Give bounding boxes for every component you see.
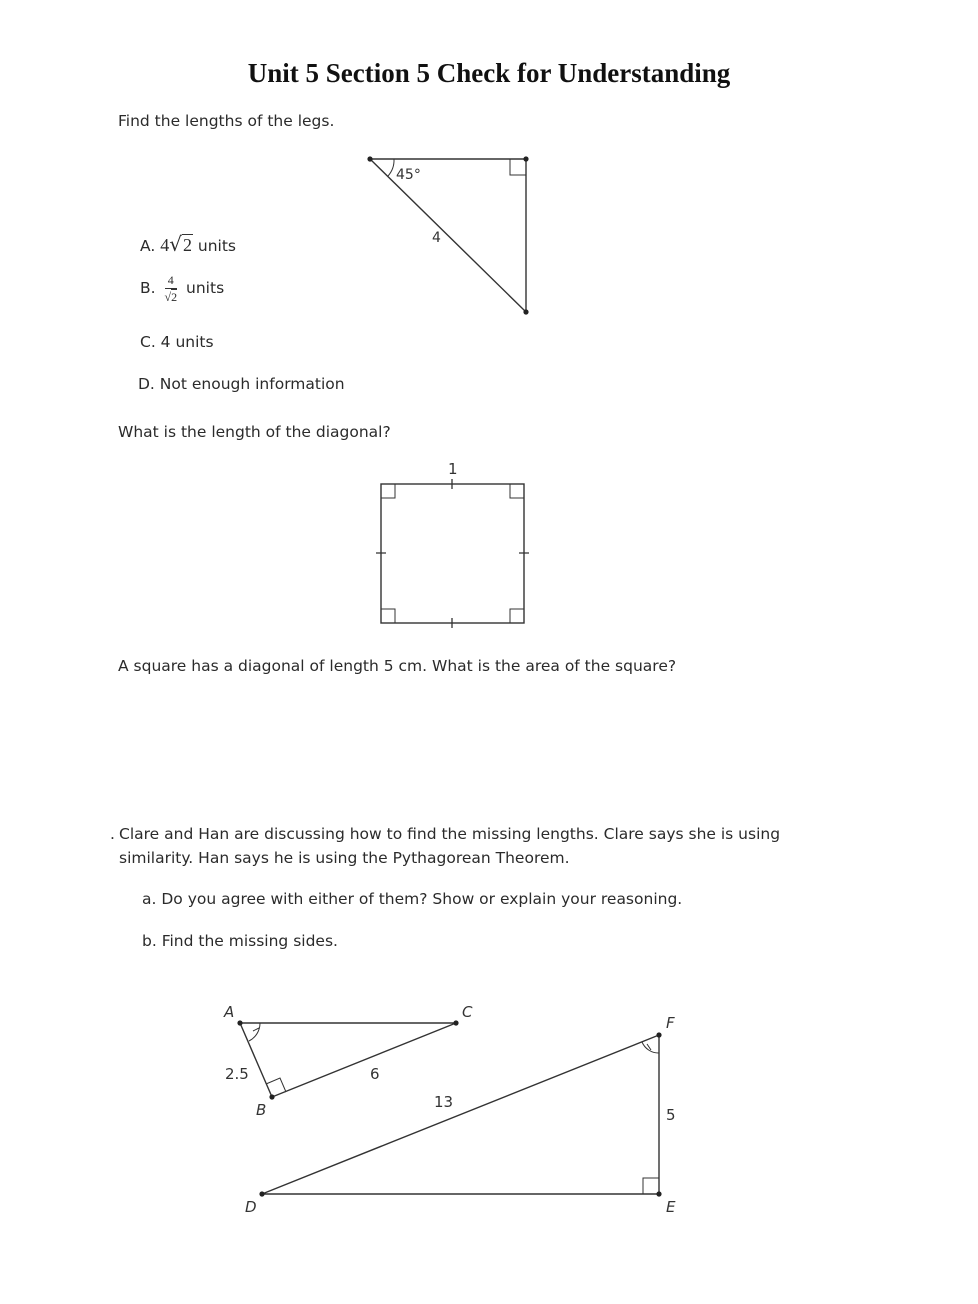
q1-option-b-fraction [165, 274, 178, 303]
q4-line-2: similarity. Han says he is using the Pythagorean Theorem. [119, 849, 570, 867]
q1-prompt: Find the lengths of the legs. [118, 112, 335, 130]
label-df: 13 [434, 1093, 454, 1111]
q4-marker: . [110, 825, 115, 843]
vertex-d [259, 1191, 264, 1196]
q1-option-b-denominator: √2 [164, 290, 178, 304]
q1-option-a-label: A. [140, 237, 156, 255]
q1-vertex-top-left [367, 156, 372, 161]
q1-option-b-unit: units [186, 279, 225, 297]
q1-option-b-label: B. [140, 279, 156, 297]
vertex-a [237, 1020, 242, 1025]
q4-part-a: a. Do you agree with either of them? Show or explain your reasoning. [142, 890, 683, 908]
q1-angle-arc [388, 159, 394, 176]
q2-right-angle-marks [381, 484, 524, 623]
q1-triangle [370, 159, 526, 312]
q4-triangles-figure [210, 995, 700, 1225]
triangle-abc-angle-arc [249, 1023, 260, 1041]
q1-triangle-figure [360, 150, 540, 325]
label-f: F [666, 1014, 675, 1032]
q2-side-label: 1 [448, 460, 458, 478]
q1-option-b [140, 274, 224, 303]
vertex-c [453, 1020, 458, 1025]
q1-option-a [140, 232, 236, 258]
vertex-b [269, 1094, 274, 1099]
triangle-def [262, 1035, 659, 1194]
label-e: E [666, 1198, 676, 1216]
label-d: D [245, 1198, 257, 1216]
q1-hypotenuse-label: 4 [432, 230, 441, 246]
label-ab: 2.5 [225, 1065, 249, 1083]
q1-option-c: C. 4 units [140, 333, 214, 351]
triangle-def-angle-arc [642, 1042, 659, 1053]
q1-option-b-den-radicand: 2 [171, 290, 178, 304]
q1-vertex-top-right [523, 156, 528, 161]
triangle-def-right-angle-mark [643, 1178, 659, 1194]
sqrt-symbol: √2 [169, 232, 192, 256]
q2-prompt: What is the length of the diagonal? [118, 423, 391, 441]
q1-right-angle-mark [510, 159, 526, 175]
q1-option-a-coef: 4 [160, 235, 170, 255]
q1-option-d: D. Not enough information [138, 375, 345, 393]
q4-line-1: Clare and Han are discussing how to find the missing lengths. Clare says she is using [119, 825, 781, 843]
q2-square [381, 484, 524, 623]
label-c: C [462, 1003, 473, 1021]
label-bc: 6 [370, 1065, 380, 1083]
q1-option-b-numerator: 4 [165, 274, 178, 289]
q1-angle-label: 45° [396, 167, 421, 183]
q1-option-a-unit: units [197, 237, 236, 255]
vertex-e [656, 1191, 661, 1196]
label-b: B [256, 1101, 267, 1119]
q4-part-b: b. Find the missing sides. [142, 932, 338, 950]
q2-tick-marks [376, 479, 529, 628]
q2-square-figure [370, 455, 540, 635]
triangle-abc [240, 1023, 456, 1097]
q3-prompt: A square has a diagonal of length 5 cm. What is the area of the square? [118, 657, 677, 675]
q1-option-a-radicand: 2 [182, 235, 192, 255]
label-a: A [224, 1003, 235, 1021]
label-ef: 5 [666, 1106, 676, 1124]
q1-vertex-bottom [523, 309, 528, 314]
page-title: Unit 5 Section 5 Check for Understanding [247, 58, 731, 88]
vertex-f [656, 1032, 661, 1037]
